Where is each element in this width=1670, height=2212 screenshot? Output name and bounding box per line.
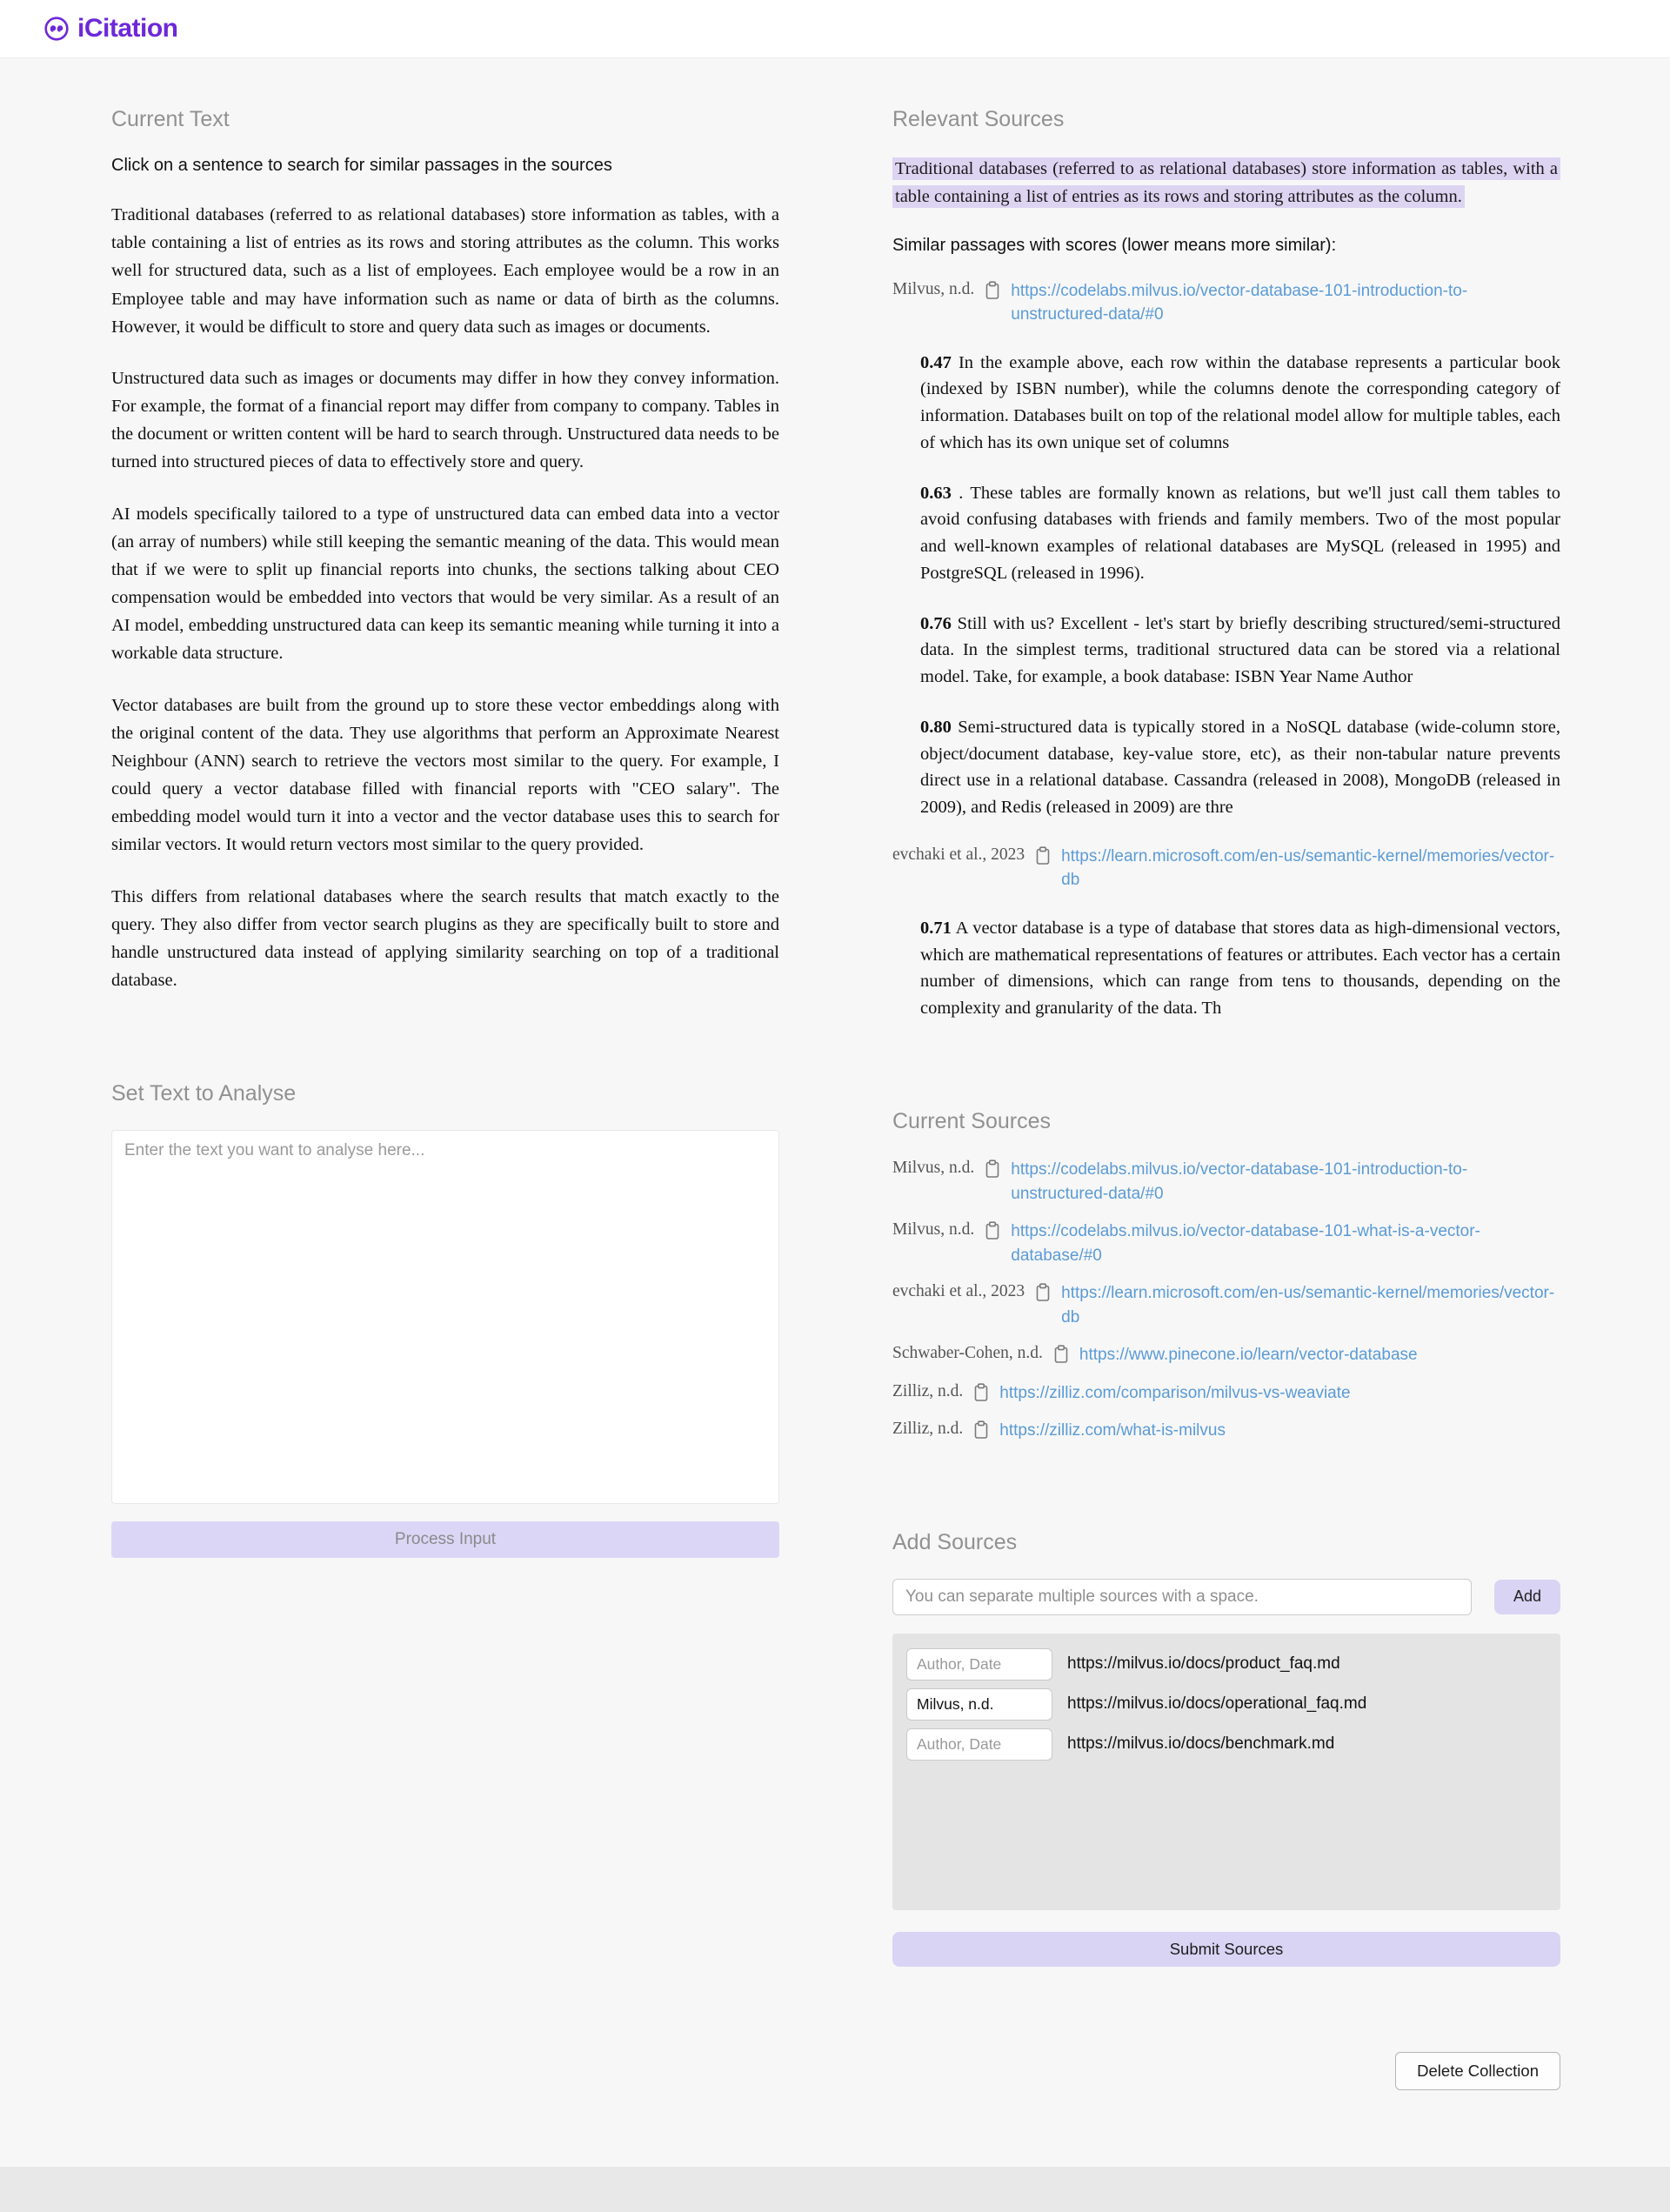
- main-content: [0, 58, 1670, 2212]
- source-author: Milvus, n.d.: [892, 279, 975, 298]
- clipboard-icon[interactable]: [1034, 846, 1052, 868]
- clipboard-icon[interactable]: [984, 1159, 1001, 1181]
- source-link[interactable]: https://codelabs.milvus.io/vector-database-101-introduction-to-unstructured-data/#0: [1011, 1159, 1468, 1203]
- submit-sources-button[interactable]: Submit Sources: [892, 1932, 1560, 1967]
- source-author: Schwaber-Cohen, n.d.: [892, 1344, 1043, 1363]
- passage-score: 0.63: [920, 483, 952, 503]
- passage: [920, 350, 1560, 457]
- relevant-sources-title: Relevant Sources: [892, 107, 1065, 131]
- source-link[interactable]: https://codelabs.milvus.io/vector-database-101-what-is-a-vector-database/#0: [1011, 1222, 1480, 1265]
- delete-collection-button[interactable]: Delete Collection: [1395, 2052, 1560, 2090]
- selected-sentence[interactable]: Traditional databases (referred to as relational databases) store information as tables, with a table containing a list of entries as its rows and storing attributes as the column.: [892, 157, 1560, 208]
- passage-text: In the example above, each row within the database represents a particular book (indexed by ISBN number), while the columns denote the corresponding category of information. Databases built on top of the relational model allow for multiple tables, each of which has its own unique set of columns: [920, 352, 1560, 452]
- source-link[interactable]: https://codelabs.milvus.io/vector-database-101-introduction-to-unstructured-data/#0: [1011, 281, 1468, 324]
- passage-score: 0.47: [920, 352, 952, 372]
- footer-bar: [0, 2167, 1670, 2212]
- set-text-title: Set Text to Analyse: [111, 1081, 297, 1106]
- add-sources-section: [892, 1530, 1560, 1967]
- passage-text: Semi-structured data is typically stored in a NoSQL database (wide-column store, object/document database, key-value store, etc), as their non-tabular nature prevents direct use in a relational database. Cassandra (released in 2008), MongoDB (released in 2009), and Redis (released in 2009) are thre: [920, 717, 1560, 818]
- passage: [920, 611, 1560, 691]
- passage-score: 0.76: [920, 613, 952, 633]
- passage-text: A vector database is a type of database that stores data as high-dimensional vectors, which are mathematical representations of features or attributes. Each vector has a certain number of dimensions, which can range from tens to thousands, depending on the complexity and granularity of the data. Th: [920, 918, 1560, 1019]
- current-text-instruction: Click on a sentence to search for similar passages in the sources: [111, 156, 612, 175]
- brand-title: iCitation: [77, 14, 178, 43]
- delete-collection-wrap: [892, 2052, 1560, 2090]
- relevant-source-row: [892, 845, 1560, 892]
- passage-score: 0.71: [920, 918, 952, 938]
- source-link[interactable]: https://zilliz.com/what-is-milvus: [999, 1421, 1226, 1440]
- source-author: Zilliz, n.d.: [892, 1381, 964, 1400]
- add-source-row: [892, 1579, 1560, 1615]
- clipboard-icon[interactable]: [984, 1221, 1001, 1243]
- current-text-paragraph[interactable]: This differs from relational databases where the search results that match exactly to the query. They also differ from vector search plugins as they are specifically built to store and handle unstructured data instead of applying similarity searching on top of a traditional database.: [111, 886, 779, 991]
- pending-source-row: [906, 1688, 1546, 1721]
- passage-text: Still with us? Excellent - let's start by briefly describing structured/semi-structured data. In the simplest terms, traditional structured data can be stored via a relational model. Take, for example, a book database: ISBN Year Name Author: [920, 613, 1560, 687]
- brand-logo[interactable]: [43, 14, 178, 43]
- current-text-paragraph[interactable]: Traditional databases (referred to as relational databases) store information as tables, with a table containing a list of entries as its rows and storing attributes as the column. This works well for structured data, such as a list of employees. Each employee would be a row in an Employee table and may have information such as name or data of birth as the columns. However, it would be difficult to store and query data such as images or documents.: [111, 205, 779, 337]
- current-text-title: Current Text: [111, 107, 230, 131]
- add-button[interactable]: Add: [1494, 1580, 1560, 1614]
- pending-sources-panel: [892, 1634, 1560, 1910]
- pending-source-url: https://milvus.io/docs/product_faq.md: [1067, 1654, 1340, 1674]
- current-source-row: [892, 1419, 1560, 1443]
- add-source-input[interactable]: [892, 1579, 1472, 1615]
- relevant-source-row: [892, 279, 1560, 327]
- set-text-section: [111, 1081, 779, 1558]
- source-author: Milvus, n.d.: [892, 1220, 975, 1240]
- current-text-paragraph[interactable]: Unstructured data such as images or documents may differ in how they convey information. For example, the format of a financial report may differ from company to company. Tables in the document or written content will be hard to search through. Unstructured data needs to be turned into structured pieces of data to effectively store and query.: [111, 368, 779, 472]
- current-text-paragraph[interactable]: Vector databases are built from the ground up to store these vector embeddings along with the original content of the data. They use algorithms that perform an Approximate Nearest Neighbour (ANN) search to retrieve the vectors most similar to the query. For example, I could query a vector database filled with financial reports with "CEO salary". The embedding model would turn it into a vector and the vector database uses this to search for similar vectors. It would return vectors most similar to the query provided.: [111, 695, 779, 855]
- passage: [920, 480, 1560, 587]
- clipboard-icon[interactable]: [1034, 1283, 1052, 1305]
- current-source-row: [892, 1343, 1560, 1367]
- clipboard-icon[interactable]: [972, 1420, 990, 1442]
- source-author: Zilliz, n.d.: [892, 1420, 964, 1439]
- selected-sentence-wrap: [892, 156, 1560, 211]
- current-text-paragraph[interactable]: AI models specifically tailored to a type of unstructured data can embed data into a vector (an array of numbers) while still keeping the semantic meaning of the data. This would mean that if we were to split up financial reports into chunks, the sections talking about CEO compensation would be embedded into vectors that would be very similar. As a result of an AI model, embedding unstructured data can keep its semantic meaning while turning it into a workable data structure.: [111, 504, 779, 664]
- add-sources-title: Add Sources: [892, 1529, 1018, 1554]
- passage: [920, 915, 1560, 1022]
- passage-text: . These tables are formally known as relations, but we'll just call them tables to avoid confusing databases with friends and family members. Two of the most popular and well-known examples of relational databases are MySQL (released in 1995) and PostgreSQL (released in 1996).: [920, 483, 1561, 583]
- clipboard-icon[interactable]: [984, 281, 1001, 303]
- passages-subtitle: Similar passages with scores (lower means more similar):: [892, 235, 1337, 255]
- source-author: Milvus, n.d.: [892, 1158, 975, 1177]
- pending-source-row: [906, 1728, 1546, 1761]
- left-column: [111, 107, 779, 2090]
- quote-icon: [43, 16, 70, 42]
- passage-score: 0.80: [920, 717, 952, 737]
- current-source-row: [892, 1220, 1560, 1267]
- source-link[interactable]: https://zilliz.com/comparison/milvus-vs-weaviate: [999, 1383, 1351, 1402]
- current-source-row: [892, 1381, 1560, 1406]
- process-input-button[interactable]: Process Input: [111, 1521, 779, 1558]
- source-link[interactable]: https://learn.microsoft.com/en-us/semantic-kernel/memories/vector-db: [1061, 1284, 1555, 1327]
- source-link[interactable]: https://learn.microsoft.com/en-us/semantic-kernel/memories/vector-db: [1061, 846, 1555, 890]
- author-date-input[interactable]: [906, 1688, 1052, 1721]
- current-source-row: [892, 1281, 1560, 1329]
- relevant-sources-section: [892, 107, 1560, 1022]
- author-date-input[interactable]: [906, 1728, 1052, 1761]
- passage: [920, 714, 1560, 821]
- clipboard-icon[interactable]: [972, 1383, 990, 1405]
- pending-source-row: [906, 1648, 1546, 1681]
- clipboard-icon[interactable]: [1052, 1345, 1070, 1367]
- current-sources-title: Current Sources: [892, 1108, 1052, 1133]
- analyse-text-input[interactable]: [111, 1130, 779, 1504]
- pending-source-url: https://milvus.io/docs/benchmark.md: [1067, 1734, 1335, 1754]
- app-header: [0, 0, 1670, 58]
- author-date-input[interactable]: [906, 1648, 1052, 1681]
- current-source-row: [892, 1158, 1560, 1206]
- pending-source-url: https://milvus.io/docs/operational_faq.md: [1067, 1694, 1367, 1714]
- current-sources-section: [892, 1109, 1560, 1443]
- source-link[interactable]: https://www.pinecone.io/learn/vector-database: [1079, 1346, 1418, 1365]
- source-author: evchaki et al., 2023: [892, 1282, 1025, 1301]
- source-author: evchaki et al., 2023: [892, 845, 1025, 864]
- current-text-section: [111, 107, 779, 994]
- right-column: [892, 107, 1560, 2090]
